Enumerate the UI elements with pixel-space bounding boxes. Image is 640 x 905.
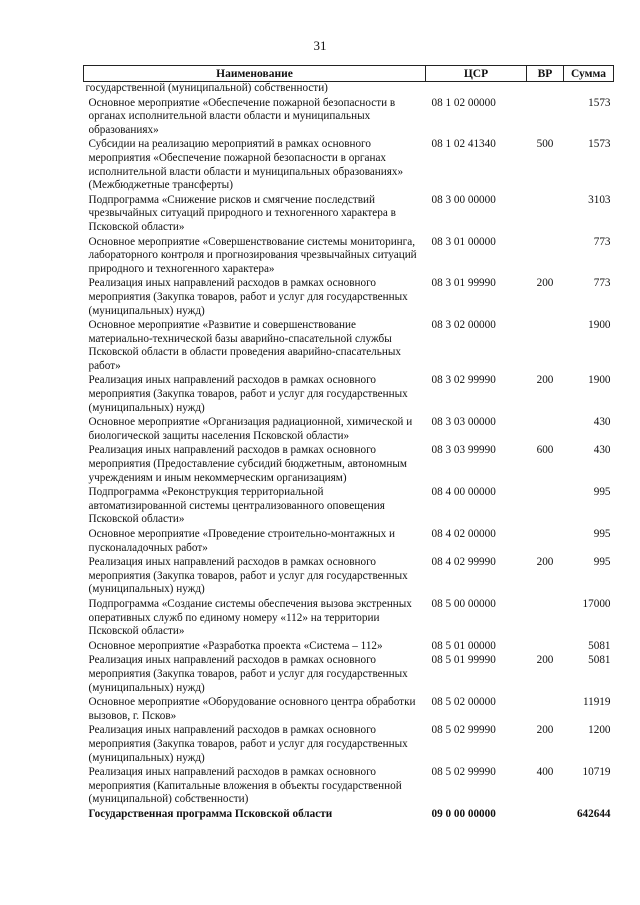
budget-table-container bbox=[83, 65, 613, 822]
cell-name: Подпрограмма «Создание системы обеспечения вызова экстренных оперативных служб по единому номеру «112» на территории Псковской области» bbox=[88, 597, 412, 638]
cell-name: Основное мероприятие «Разработка проекта «Система – 112» bbox=[88, 639, 383, 652]
cell-name: Реализация иных направлений расходов в рамках основного мероприятия (Закупка товаров, работ и услуг для государственных (муниципальных) нужд) bbox=[88, 277, 408, 317]
cell-name: Подпрограмма «Снижение рисков и смягчение последствий чрезвычайных ситуаций природного и техногенного характера в Псковской области» bbox=[88, 193, 396, 233]
cell-csr: 08 5 00 00000 bbox=[431, 597, 496, 610]
cell-vr bbox=[527, 808, 564, 823]
cell-name: Подпрограмма «Реконструкция территориальной автоматизированной системы централизованного оповещения Псковской области» bbox=[88, 486, 385, 526]
cell-name: Субсидии на реализацию мероприятий в рамках основного мероприятия «Обеспечение пожарной безопасности в органах исполнительной власти области и муниципальных образованиях» (Межбюджетные трансферты) bbox=[88, 138, 404, 192]
cell-csr: 08 3 00 00000 bbox=[431, 193, 496, 206]
cell-vr bbox=[527, 97, 564, 139]
cell-name: Основное мероприятие «Организация радиационной, химической и биологической защиты населения Псковской области» bbox=[88, 416, 413, 442]
cell-sum: 3103 bbox=[588, 193, 611, 206]
cell-sum: 1573 bbox=[588, 96, 611, 109]
cell-vr bbox=[527, 236, 564, 278]
cell-name: Основное мероприятие «Развитие и совершенствование материально-технической базы аварийно-спасательной службы Псковской области в области проведения аварийно-спасательных работ» bbox=[88, 319, 401, 372]
cell-vr: 500 bbox=[536, 138, 554, 151]
table-row bbox=[84, 236, 614, 278]
table-row bbox=[84, 319, 614, 374]
column-header-vr: ВР bbox=[527, 66, 564, 82]
cell-csr: 08 3 01 99990 bbox=[431, 277, 496, 290]
cell-sum bbox=[564, 82, 614, 97]
cell-name: государственной (муниципальной) собственности) bbox=[85, 82, 328, 94]
cell-csr: 08 1 02 00000 bbox=[431, 96, 496, 109]
table-row bbox=[84, 528, 614, 556]
cell-sum: 995 bbox=[593, 528, 611, 540]
cell-csr: 08 3 03 00000 bbox=[431, 416, 496, 429]
cell-csr: 08 5 01 00000 bbox=[431, 639, 496, 652]
cell-csr bbox=[426, 82, 527, 97]
cell-vr bbox=[527, 486, 564, 528]
cell-vr bbox=[527, 194, 564, 236]
column-header-name: Наименование bbox=[84, 66, 426, 82]
table-row bbox=[84, 808, 614, 823]
cell-csr: 08 4 02 99990 bbox=[431, 556, 496, 569]
table-row bbox=[84, 640, 614, 655]
cell-sum: 430 bbox=[593, 416, 611, 429]
cell-csr: 09 0 00 00000 bbox=[431, 807, 496, 820]
column-header-csr: ЦСР bbox=[426, 66, 527, 82]
cell-vr: 200 bbox=[536, 724, 554, 737]
cell-sum: 773 bbox=[593, 235, 611, 248]
table-row bbox=[84, 486, 614, 528]
cell-csr: 08 3 02 00000 bbox=[431, 319, 496, 332]
cell-name: Основное мероприятие «Обеспечение пожарной безопасности в органах исполнительной власти области и муниципальных образованиях» bbox=[88, 96, 396, 136]
cell-vr bbox=[527, 640, 564, 655]
cell-name: Реализация иных направлений расходов в рамках основного мероприятия (Закупка товаров, работ и услуг для государственных (муниципальных) нужд) bbox=[88, 654, 408, 694]
table-row bbox=[84, 138, 614, 193]
cell-vr: 200 bbox=[536, 654, 554, 667]
cell-csr: 08 3 02 99990 bbox=[431, 374, 496, 387]
cell-sum: 5081 bbox=[588, 654, 611, 667]
cell-vr: 600 bbox=[536, 444, 554, 457]
cell-name: Реализация иных направлений расходов в рамках основного мероприятия (Закупка товаров, работ и услуг для государственных (муниципальных) нужд) bbox=[88, 374, 408, 414]
table-row bbox=[84, 556, 614, 598]
cell-sum: 642644 bbox=[576, 807, 611, 820]
cell-name: Реализация иных направлений расходов в рамках основного мероприятия (Капитальные вложения в объекты государственной (муниципальной) собственности) bbox=[88, 766, 402, 806]
cell-name: Основное мероприятие «Совершенствование системы мониторинга, лабораторного контроля и прогнозирования чрезвычайных ситуаций природного и техногенного характера» bbox=[88, 235, 417, 275]
cell-name: Основное мероприятие «Оборудование основного центра обработки вызовов, г. Псков» bbox=[88, 696, 416, 722]
cell-vr bbox=[527, 416, 564, 444]
cell-vr: 200 bbox=[536, 374, 554, 387]
table-row bbox=[84, 82, 614, 97]
table-row bbox=[84, 97, 614, 139]
cell-vr bbox=[527, 598, 564, 640]
cell-csr: 08 3 01 00000 bbox=[431, 235, 496, 248]
table-row bbox=[84, 654, 614, 696]
cell-sum: 1900 bbox=[588, 374, 611, 387]
column-header-sum: Сумма bbox=[564, 66, 614, 82]
cell-csr: 08 3 03 99990 bbox=[431, 444, 496, 457]
table-row bbox=[84, 444, 614, 486]
cell-sum: 1200 bbox=[588, 724, 611, 737]
cell-csr: 08 5 01 99990 bbox=[431, 654, 496, 667]
cell-csr: 08 5 02 99990 bbox=[431, 766, 496, 779]
cell-vr bbox=[527, 528, 564, 556]
cell-sum: 430 bbox=[593, 444, 611, 457]
table-row bbox=[84, 277, 614, 319]
cell-vr bbox=[527, 319, 564, 374]
table-row bbox=[84, 766, 614, 808]
cell-vr: 400 bbox=[536, 766, 554, 779]
table-row bbox=[84, 374, 614, 416]
cell-vr bbox=[527, 82, 564, 97]
cell-sum: 995 bbox=[593, 486, 611, 499]
cell-csr: 08 1 02 41340 bbox=[431, 138, 496, 151]
cell-sum: 1900 bbox=[588, 319, 611, 332]
table-row bbox=[84, 724, 614, 766]
cell-name: Государственная программа Псковской области bbox=[88, 807, 333, 820]
cell-name: Реализация иных направлений расходов в рамках основного мероприятия (Закупка товаров, работ и услуг для государственных (муниципальных) нужд) bbox=[88, 556, 408, 596]
cell-vr bbox=[527, 696, 564, 724]
cell-csr: 08 4 02 00000 bbox=[431, 528, 496, 540]
cell-vr: 200 bbox=[536, 556, 554, 569]
cell-name: Основное мероприятие «Проведение строительно-монтажных и пусконаладочных работ» bbox=[88, 528, 396, 554]
cell-sum: 1573 bbox=[588, 138, 611, 151]
table-header-row bbox=[84, 66, 614, 82]
cell-vr: 200 bbox=[536, 277, 554, 290]
table-header bbox=[84, 66, 614, 82]
cell-csr: 08 5 02 00000 bbox=[431, 696, 496, 709]
table-row bbox=[84, 696, 614, 724]
table-row bbox=[84, 416, 614, 444]
page-number: 31 bbox=[313, 38, 327, 53]
table-row bbox=[84, 598, 614, 640]
cell-sum: 10719 bbox=[582, 766, 611, 779]
cell-csr: 08 4 00 00000 bbox=[431, 486, 496, 499]
table-body bbox=[84, 82, 614, 823]
cell-sum: 5081 bbox=[588, 639, 611, 652]
cell-sum: 773 bbox=[593, 277, 611, 290]
cell-sum: 17000 bbox=[582, 597, 611, 610]
cell-sum: 995 bbox=[593, 556, 611, 569]
cell-name: Реализация иных направлений расходов в рамках основного мероприятия (Предоставление субсидий бюджетным, автономным учреждениям и иным некоммерческим организациям) bbox=[88, 444, 407, 484]
cell-sum: 11919 bbox=[582, 696, 611, 709]
cell-name: Реализация иных направлений расходов в рамках основного мероприятия (Закупка товаров, работ и услуг для государственных (муниципальных) нужд) bbox=[88, 724, 408, 764]
cell-csr: 08 5 02 99990 bbox=[431, 724, 496, 737]
budget-table bbox=[83, 65, 614, 822]
table-row bbox=[84, 194, 614, 236]
